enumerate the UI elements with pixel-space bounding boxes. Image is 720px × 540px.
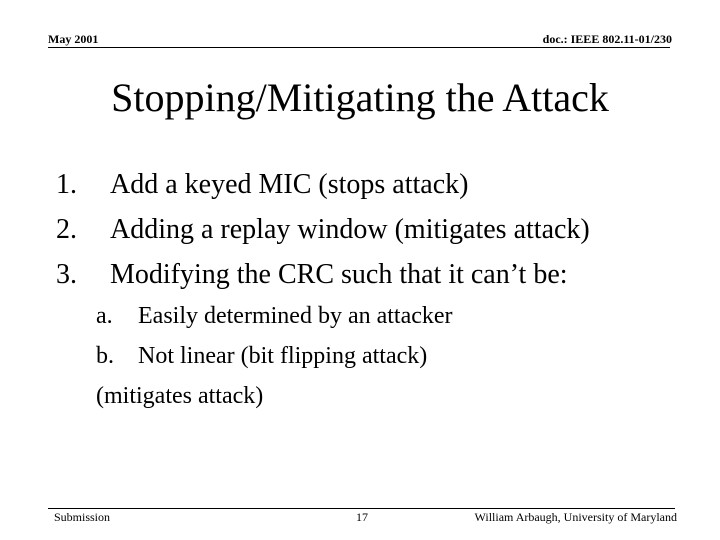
footer-submission: Submission <box>54 510 111 524</box>
list-item-number: 2. <box>56 214 77 245</box>
sub-list <box>96 296 453 376</box>
sub-list-item <box>96 296 453 336</box>
footer-author: William Arbaugh, University of Maryland <box>474 510 677 524</box>
header-date: May 2001 <box>48 32 99 46</box>
list-item <box>56 162 590 207</box>
header-doc-id: doc.: IEEE 802.11-01/230 <box>542 32 672 46</box>
list-item-text: Adding a replay window (mitigates attack) <box>110 214 590 245</box>
sub-list-item-text: Easily determined by an attacker <box>138 303 453 329</box>
sub-list-item-letter: b. <box>96 343 114 369</box>
footer-page-number: 17 <box>356 510 368 524</box>
main-list <box>56 162 590 297</box>
sub-list-note: (mitigates attack) <box>96 383 264 409</box>
list-item-text: Modifying the CRC such that it can’t be: <box>110 259 568 290</box>
slide-title: Stopping/Mitigating the Attack <box>111 75 609 120</box>
list-item <box>56 252 590 297</box>
list-item <box>56 207 590 252</box>
sub-list-item-letter: a. <box>96 303 113 329</box>
footer-divider <box>48 508 675 509</box>
header-divider <box>48 47 670 48</box>
list-item-text: Add a keyed MIC (stops attack) <box>110 169 469 200</box>
list-item-number: 3. <box>56 259 77 290</box>
sub-list-item-text: Not linear (bit flipping attack) <box>138 343 428 369</box>
list-item-number: 1. <box>56 169 77 200</box>
sub-list-item <box>96 336 453 376</box>
